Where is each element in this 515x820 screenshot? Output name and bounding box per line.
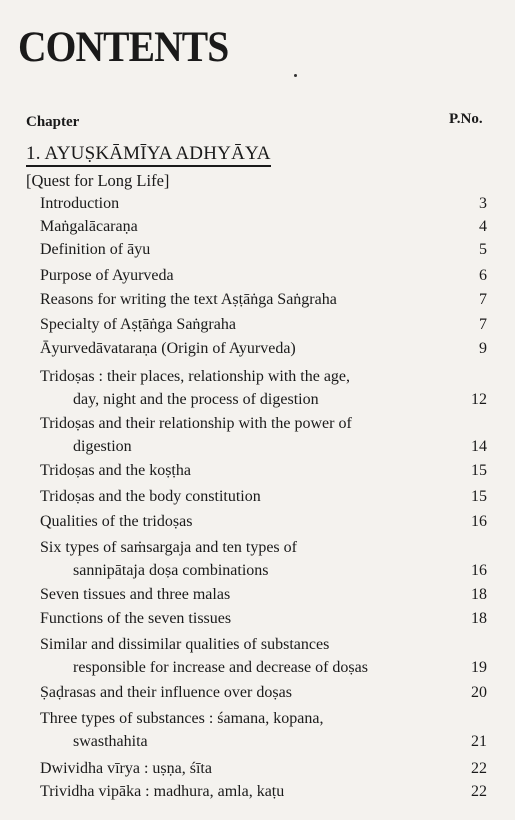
toc-entry bbox=[0, 633, 515, 679]
toc-entry-page-number: 9 bbox=[479, 340, 487, 357]
page-number-column-header: P.No. bbox=[449, 111, 483, 127]
toc-entry-page-number: 18 bbox=[471, 610, 487, 627]
toc-entry bbox=[0, 337, 515, 360]
toc-entry-title: Ṣaḍrasas and their influence over doṣas bbox=[40, 684, 292, 701]
toc-entry-title: Similar and dissimilar qualities of substances bbox=[40, 636, 330, 653]
toc-entry bbox=[0, 264, 515, 287]
toc-entry-page-number: 19 bbox=[471, 659, 487, 676]
toc-entry-title: Specialty of Aṣṭāṅga Saṅgraha bbox=[40, 316, 236, 333]
toc-entry bbox=[0, 192, 515, 215]
toc-entry-page-number: 15 bbox=[471, 488, 487, 505]
toc-entry-page-number: 16 bbox=[471, 562, 487, 579]
toc-entry bbox=[0, 536, 515, 582]
toc-entry-title-continued: swasthahita bbox=[73, 733, 148, 750]
toc-entry-page-number: 16 bbox=[471, 513, 487, 530]
toc-entry-title: Tridoṣas and their relationship with the power of bbox=[40, 415, 352, 432]
toc-entry bbox=[0, 365, 515, 411]
toc-entry bbox=[0, 757, 515, 780]
toc-entry-title: Functions of the seven tissues bbox=[40, 610, 232, 627]
toc-entry-page-number: 14 bbox=[471, 438, 487, 455]
toc-entry-title-continued: day, night and the process of digestion bbox=[73, 391, 319, 408]
toc-entry bbox=[0, 780, 515, 803]
toc-entry-title: Purpose of Ayurveda bbox=[40, 267, 174, 284]
toc-entry-title-continued: sannipātaja doṣa combinations bbox=[73, 562, 269, 579]
toc-entry-page-number: 21 bbox=[471, 733, 487, 750]
toc-entry bbox=[0, 583, 515, 606]
toc-entry-title: Tridoṣas and the body constitution bbox=[40, 488, 261, 505]
toc-entry-title: Seven tissues and three malas bbox=[40, 586, 231, 603]
toc-entry bbox=[0, 288, 515, 311]
toc-entry bbox=[0, 707, 515, 753]
toc-entry-title: Tridoṣas and the koṣṭha bbox=[40, 462, 191, 479]
toc-entry-page-number: 6 bbox=[479, 267, 487, 284]
toc-entry-title-continued: digestion bbox=[73, 438, 132, 455]
toc-entry-title: Six types of saṁsargaja and ten types of bbox=[40, 539, 297, 556]
toc-entry-page-number: 4 bbox=[479, 218, 487, 235]
page-title: CONTENTS bbox=[18, 24, 229, 71]
toc-entry-title: Introduction bbox=[40, 195, 120, 212]
chapter-column-header: Chapter bbox=[26, 114, 80, 130]
toc-entry-title: Definition of āyu bbox=[40, 241, 151, 258]
toc-entry bbox=[0, 313, 515, 336]
toc-entry-page-number: 18 bbox=[471, 586, 487, 603]
toc-entry bbox=[0, 485, 515, 508]
toc-entry-page-number: 7 bbox=[479, 291, 487, 308]
toc-entry bbox=[0, 412, 515, 458]
toc-entry-title: Maṅgalācaraṇa bbox=[40, 218, 138, 235]
toc-entry-page-number: 3 bbox=[479, 195, 487, 212]
toc-entry bbox=[0, 607, 515, 630]
toc-entry-page-number: 7 bbox=[479, 316, 487, 333]
toc-entry-title: Tridoṣas : their places, relationship with the age, bbox=[40, 368, 351, 385]
toc-entry-page-number: 22 bbox=[471, 760, 487, 777]
chapter-title: 1. AYUṢKĀMĪYA ADHYĀYA bbox=[26, 143, 271, 167]
toc-entry-page-number: 22 bbox=[471, 783, 487, 800]
toc-entry-page-number: 5 bbox=[479, 241, 487, 258]
toc-entry-page-number: 15 bbox=[471, 462, 487, 479]
toc-entry bbox=[0, 238, 515, 261]
toc-entry-title: Āyurvedāvataraṇa (Origin of Ayurveda) bbox=[40, 340, 296, 357]
toc-entry bbox=[0, 459, 515, 482]
toc-entry-page-number: 12 bbox=[471, 391, 487, 408]
toc-entry bbox=[0, 681, 515, 704]
toc-entry-title: Qualities of the tridoṣas bbox=[40, 513, 193, 530]
toc-entry-title: Three types of substances : śamana, kopana, bbox=[40, 710, 324, 727]
toc-entry-title: Dwividha vīrya : uṣṇa, śīta bbox=[40, 760, 212, 777]
toc-entry-title: Trividha vipāka : madhura, amla, kaṭu bbox=[40, 783, 285, 800]
print-speck bbox=[294, 74, 297, 77]
toc-entry-title: Reasons for writing the text Aṣṭāṅga Saṅgraha bbox=[40, 291, 337, 308]
toc-entry-title-continued: responsible for increase and decrease of doṣas bbox=[73, 659, 368, 676]
toc-entry bbox=[0, 510, 515, 533]
toc-entry bbox=[0, 215, 515, 238]
chapter-subtitle: [Quest for Long Life] bbox=[26, 171, 170, 190]
toc-entry-page-number: 20 bbox=[471, 684, 487, 701]
